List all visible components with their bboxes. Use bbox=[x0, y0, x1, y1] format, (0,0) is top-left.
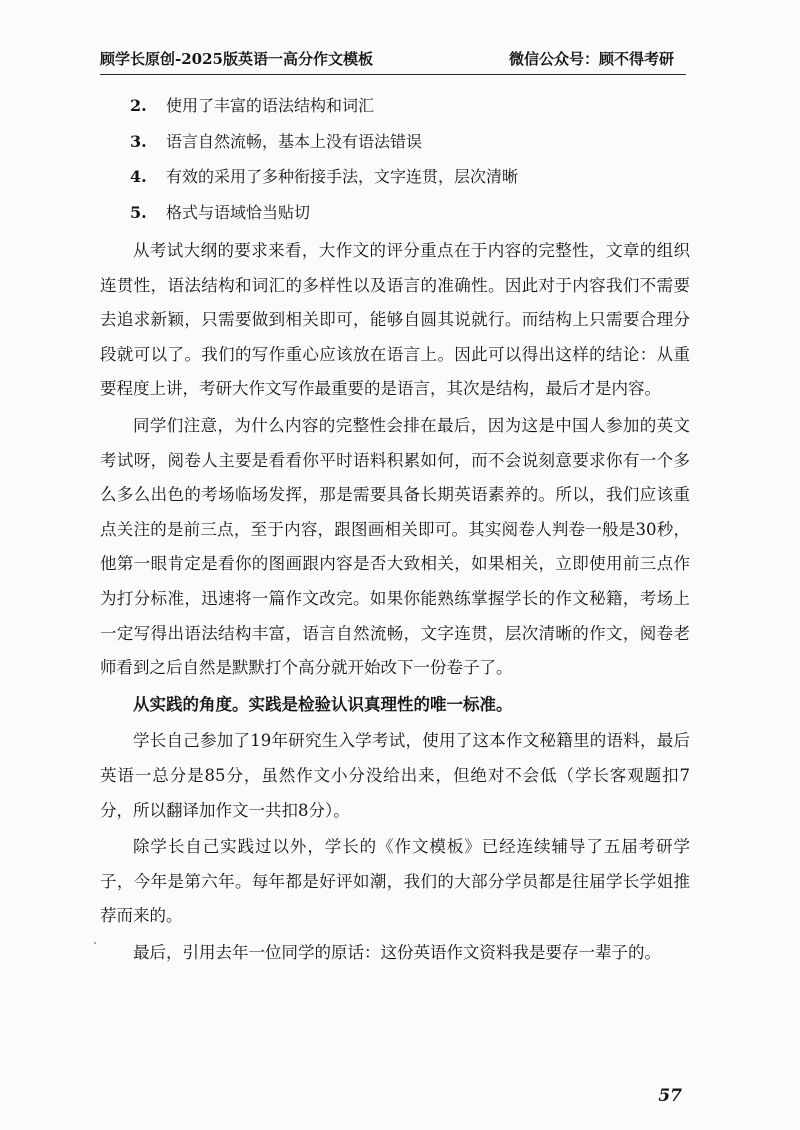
paragraph-reader-attention: 同学们注意，为什么内容的完整性会排在最后，因为这是中国人参加的英文考试呀，阅卷人主要是看看你平时语料积累如何，而不会说刻意要求你有一个多么多么出色的考场临场发挥，那是需要具备长期英语素养的。所以，我们应该重点关注的是前三点，至于内容，跟图画相关即可。其实阅卷人判卷一般是30秒，他第一眼肯定是看你的图画跟内容是否大致相关，如果相关，立即使用前三点作为打分标准，迅速将一篇作文改完。如果你能熟练掌握学长的作文秘籍，考场上一定写得出语法结构丰富，语言自然流畅，文字连贯，层次清晰的作文，阅卷老师看到之后自然是默默打个高分就开始改下一份卷子了。 bbox=[100, 415, 690, 678]
list-item-number: 4. bbox=[130, 167, 147, 186]
paragraph-testimonial: 最后，引用去年一位同学的原话：这份英语作文资料我是要存一辈子的。 bbox=[133, 942, 661, 962]
list-item bbox=[130, 165, 518, 201]
body-text bbox=[100, 234, 690, 970]
list-item-number: 2. bbox=[130, 96, 147, 115]
list-item-text: 格式与语域恰当贴切 bbox=[166, 202, 311, 222]
running-header bbox=[100, 44, 680, 72]
list-item-text: 使用了丰富的语法结构和词汇 bbox=[166, 96, 375, 115]
paragraph-practice-heading: 从实践的角度。实践是检验认识真理性的唯一标准。 bbox=[133, 694, 513, 714]
list-item-text: 有效的采用了多种衔接手法，文字连贯，层次清晰 bbox=[166, 167, 519, 186]
paragraph-personal-result: 学长自己参加了19年研究生入学考试，使用了这本作文秘籍里的语料，最后英语一总分是85分，虽然作文小分没给出来，但绝对不会低（学长客观题扣7分，所以翻译加作文一共扣8分）。 bbox=[100, 731, 690, 820]
header-title: 顾学长原创-2025版英语一高分作文模板 bbox=[100, 50, 373, 68]
list-item bbox=[130, 94, 518, 130]
paragraph-track-record: 除学长自己实践过以外，学长的《作文模板》已经连续辅导了五届考研学子，今年是第六年。每年都是好评如潮，我们的大部分学员都是往届学长学姐推荐而来的。 bbox=[100, 837, 690, 926]
header-wechat-account: 微信公众号：顾不得考研 bbox=[508, 50, 674, 68]
criteria-list bbox=[130, 94, 518, 236]
list-item bbox=[130, 201, 518, 237]
list-item bbox=[130, 130, 518, 166]
list-item-number: 5. bbox=[130, 202, 147, 222]
list-item-number: 3. bbox=[130, 131, 147, 151]
paragraph-grading-focus: 从考试大纲的要求来看，大作文的评分重点在于内容的完整性，文章的组织连贯性，语法结构和词汇的多样性以及语言的准确性。因此对于内容我们不需要去追求新颖，只需要做到相关即可，能够自圆其说就行。而结构上只需要合理分段就可以了。我们的写作重心应该放在语言上。因此可以得出这样的结论：从重要程度上讲，考研大作文写作最重要的是语言，其次是结构，最后才是内容。 bbox=[100, 241, 690, 399]
scan-speck bbox=[94, 942, 96, 944]
page-number: 57 bbox=[658, 1086, 682, 1106]
list-item-text: 语言自然流畅，基本上没有语法错误 bbox=[166, 131, 423, 151]
header-divider bbox=[100, 74, 686, 75]
